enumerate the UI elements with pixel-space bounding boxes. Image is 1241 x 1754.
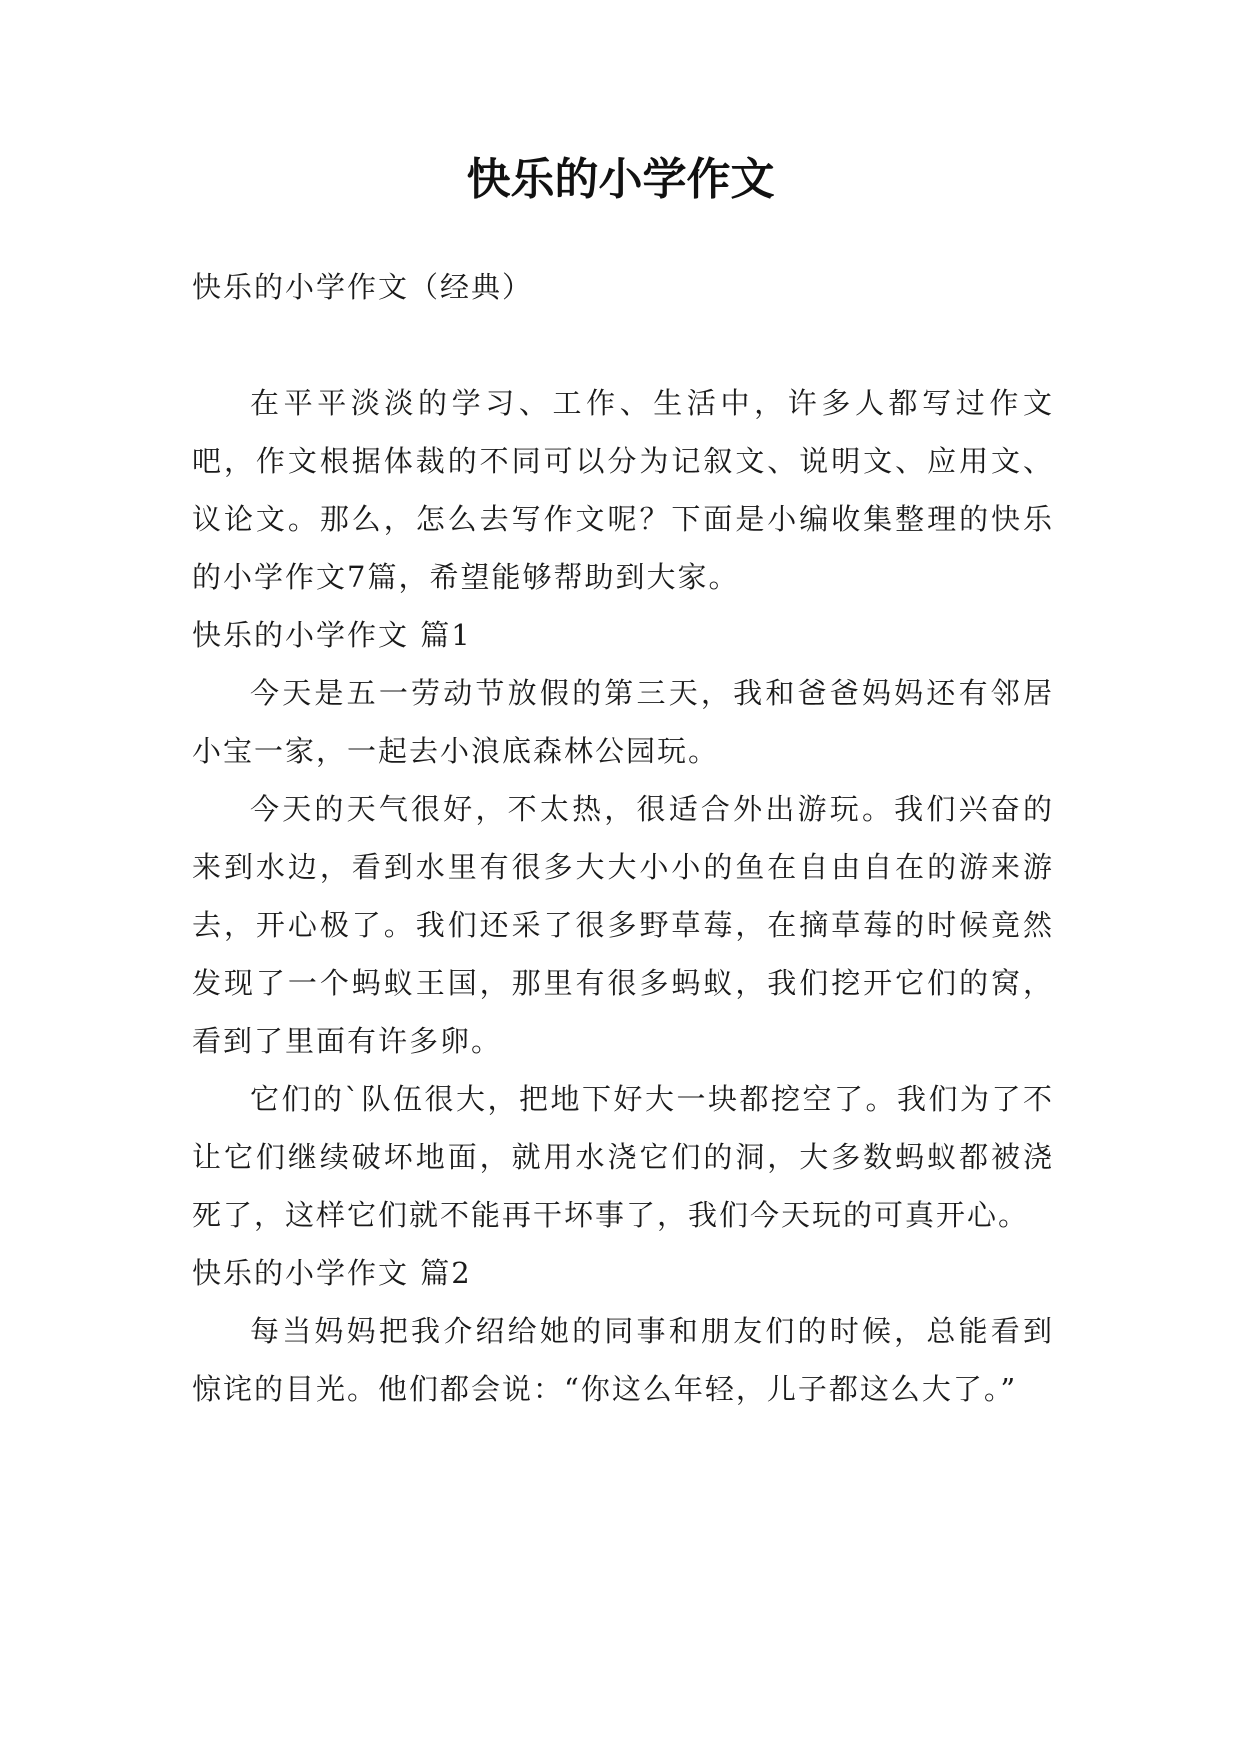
document-body	[192, 258, 1054, 1418]
section-1-paragraph-2: 今天的天气很好，不太热，很适合外出游玩。我们兴奋的来到水边，看到水里有很多大大小小的鱼在自由自在的游来游去，开心极了。我们还采了很多野草莓，在摘草莓的时候竟然发现了一个蚂蚁王国，那里有很多蚂蚁，我们挖开它们的窝，看到了里面有许多卵。	[192, 792, 1054, 1058]
section-1-paragraph-3: 它们的`队伍很大，把地下好大一块都挖空了。我们为了不让它们继续破坏地面，就用水浇它们的洞，大多数蚂蚁都被浇死了，这样它们就不能再干坏事了，我们今天玩的可真开心。	[192, 1082, 1054, 1232]
document-subtitle: 快乐的小学作文（经典）	[192, 270, 534, 304]
document-title: 快乐的小学作文	[466, 154, 775, 205]
section-1-paragraph-1: 今天是五一劳动节放假的第三天，我和爸爸妈妈还有邻居小宝一家，一起去小浪底森林公园玩。	[192, 676, 1054, 768]
section-2-paragraph-1: 每当妈妈把我介绍给她的同事和朋友们的时候，总能看到惊诧的目光。他们都会说：“你这么年轻，儿子都这么大了。”	[192, 1314, 1054, 1406]
section-heading-2: 快乐的小学作文 篇2	[192, 1256, 472, 1290]
section-heading-1: 快乐的小学作文 篇1	[192, 618, 472, 652]
intro-paragraph: 在平平淡淡的学习、工作、生活中，许多人都写过作文吧，作文根据体裁的不同可以分为记叙文、说明文、应用文、议论文。那么，怎么去写作文呢？下面是小编收集整理的快乐的小学作文7篇，希望能够帮助到大家。	[192, 386, 1054, 594]
